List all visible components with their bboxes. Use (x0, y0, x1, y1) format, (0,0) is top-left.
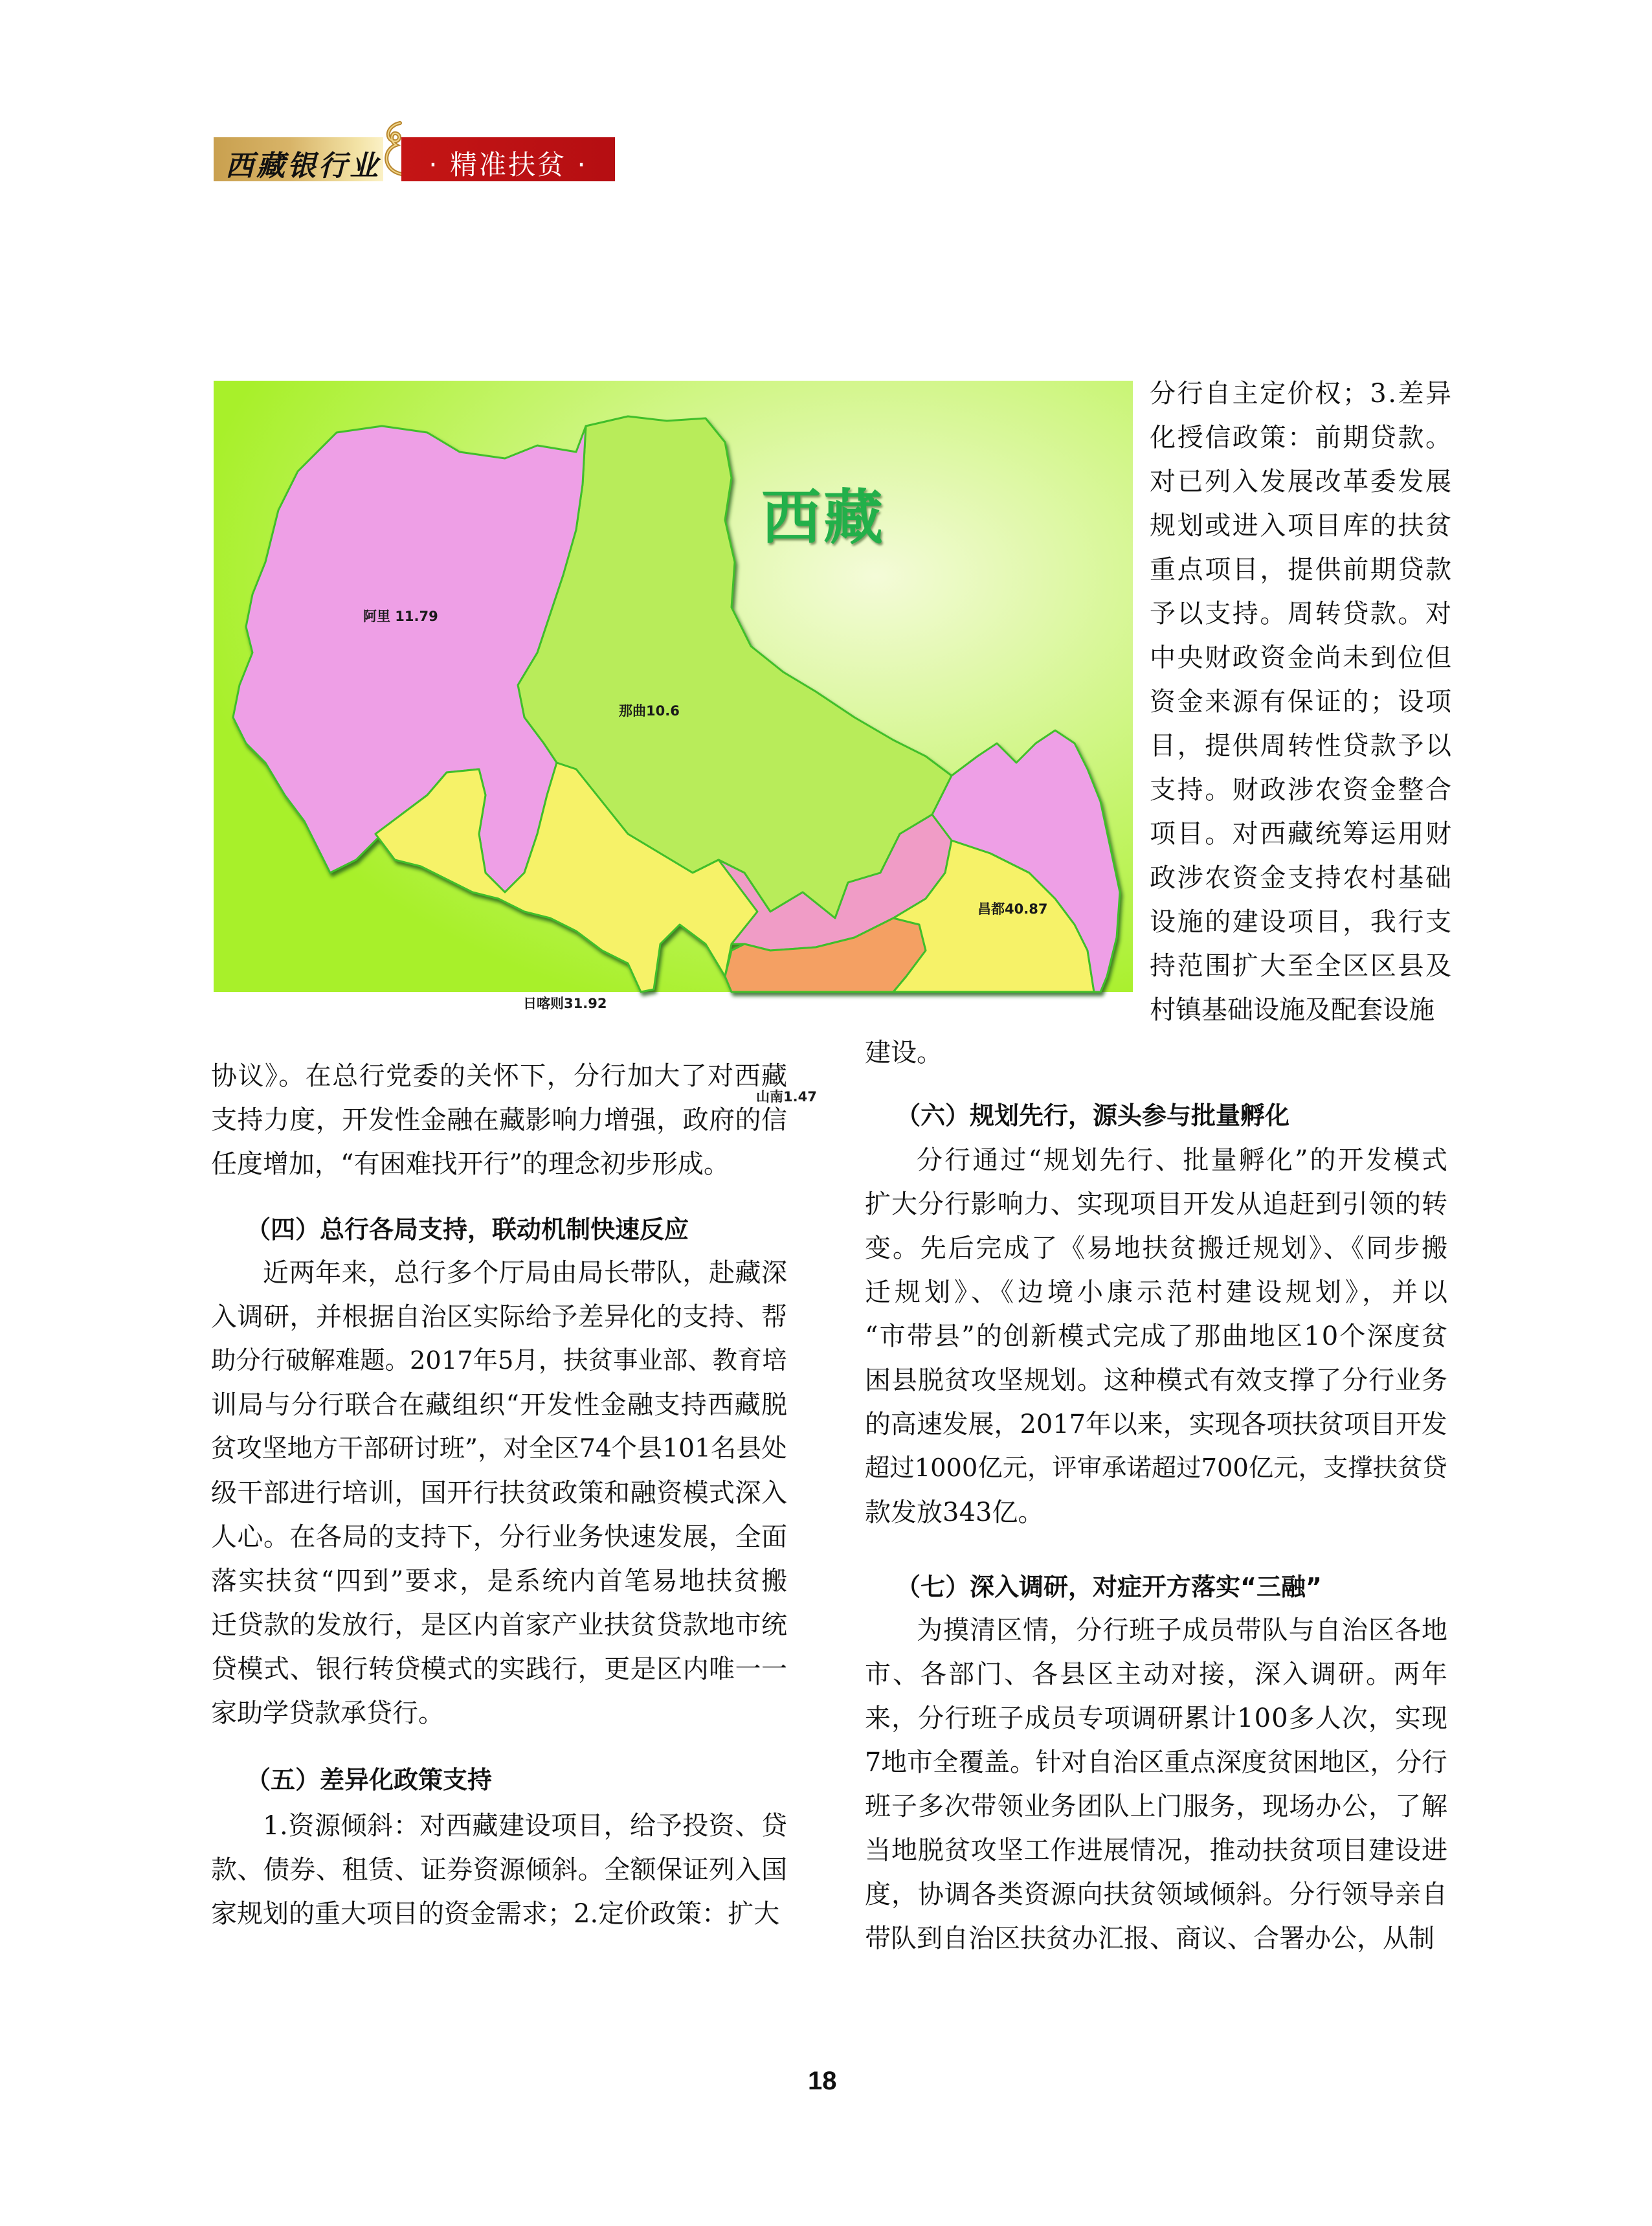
left-para-1 (211, 1054, 788, 1186)
text-line: 贷模式、银行转贷模式的实践行，更是区内唯一一 (211, 1654, 788, 1684)
publication-title: 西藏银行业 (225, 150, 381, 183)
text-line: 重点项目，提供前期贷款 (1150, 555, 1453, 585)
text-line: 持范围扩大至全区区县及 (1150, 951, 1453, 981)
section-heading-4: （四）总行各局支持，联动机制快速反应 (246, 1215, 689, 1244)
map-title: 西藏 (761, 483, 886, 552)
text-line: 市、各部门、各县区主动对接，深入调研。两年 (865, 1659, 1449, 1689)
text-line: 化授信政策：前期贷款。 (1150, 423, 1453, 453)
text-line: 项目。对西藏统筹运用财 (1150, 819, 1453, 849)
text-line: 当地脱贫攻坚工作进展情况，推动扶贫项目建设进 (865, 1836, 1448, 1865)
section-heading-6: （六）规划先行，源头参与批量孵化 (896, 1101, 1290, 1130)
right-tail (865, 1031, 943, 1075)
text-line: 资金来源有保证的；设项 (1150, 687, 1453, 717)
left-para-2 (211, 1251, 788, 1735)
text-line: 训局与分行联合在藏组织“开发性金融支持西藏脱 (211, 1390, 788, 1420)
text-line: 变。先后完成了《易地扶贫搬迁规划》、《同步搬 (865, 1233, 1449, 1263)
text-line: 建设。 (865, 1038, 943, 1068)
text-line: 家助学贷款承贷行。 (211, 1698, 444, 1728)
text-line: 1.资源倾斜：对西藏建设项目，给予投资、贷 (263, 1811, 788, 1841)
text-line: 对已列入发展改革委发展 (1150, 467, 1453, 497)
text-line: 入调研，并根据自治区实际给予差异化的支持、帮 (211, 1302, 788, 1332)
text-line: 超过1000亿元，评审承诺超过700亿元，支撑扶贫贷 (865, 1454, 1447, 1483)
text-line: 政涉农资金支持农村基础 (1150, 863, 1453, 893)
text-line: 班子多次带领业务团队上门服务，现场办公，了解 (865, 1792, 1448, 1821)
text-line: 协议》。在总行党委的关怀下，分行加大了对西藏 (211, 1061, 788, 1091)
text-line: 带队到自治区扶贫办汇报、商议、合署办公，从制 (865, 1924, 1434, 1953)
text-line: 迁贷款的发放行，是区内首家产业扶贫贷款地市统 (211, 1610, 788, 1640)
left-para-3 (211, 1804, 788, 1936)
text-line: 设施的建设项目，我行支 (1150, 907, 1453, 937)
text-line: 支持力度，开发性金融在藏影响力增强，政府的信 (211, 1105, 788, 1135)
section-heading-5: （五）差异化政策支持 (246, 1766, 493, 1794)
region-label-ngari: 阿里 11.79 (363, 609, 438, 624)
publication-banner (214, 137, 383, 181)
text-line: 款、债券、租赁、证券资源倾斜。全额保证列入国 (211, 1855, 788, 1885)
text-line: 度，协调各类资源向扶贫领域倾斜。分行领导亲自 (865, 1880, 1448, 1909)
text-line: 扩大分行影响力、实现项目开发从追赶到引领的转 (865, 1189, 1448, 1219)
text-line: 近两年来，总行多个厅局由局长带队，赴藏深 (263, 1258, 788, 1288)
text-line: 来，分行班子成员专项调研累计100多人次，实现 (865, 1703, 1449, 1733)
text-line: 家规划的重大项目的资金需求；2.定价政策：扩大 (211, 1899, 780, 1929)
region-label-chamdo: 昌都40.87 (977, 901, 1048, 917)
text-line: 款发放343亿。 (865, 1498, 1044, 1527)
text-line: 目，提供周转性贷款予以 (1150, 731, 1453, 761)
right-top-column (1150, 372, 1453, 1032)
section-title: · 精准扶贫 · (429, 149, 588, 181)
text-line: 规划或进入项目库的扶贫 (1150, 511, 1453, 541)
section-banner (401, 137, 615, 181)
right-para-6 (865, 1138, 1451, 1535)
right-para-7 (865, 1608, 1449, 1961)
text-line: 助分行破解难题。2017年5月，扶贫事业部、教育培 (211, 1346, 787, 1375)
text-line: 7地市全覆盖。针对自治区重点深度贫困地区，分行 (865, 1748, 1447, 1777)
text-line: 分行通过“规划先行、批量孵化”的开发模式 (917, 1145, 1450, 1175)
region-label-shannan: 山南1.47 (756, 1089, 817, 1105)
text-line: 人心。在各局的支持下，分行业务快速发展，全面 (211, 1522, 788, 1552)
text-line: 困县脱贫攻坚规划。这种模式有效支撑了分行业务 (865, 1366, 1448, 1395)
text-line: 支持。财政涉农资金整合 (1150, 775, 1453, 805)
text-line: 级干部进行培训，国开行扶贫政策和融资模式深入 (211, 1478, 788, 1508)
section-heading-7: （七）深入调研，对症开方落实“三融” (896, 1573, 1322, 1601)
text-line: 的高速发展，2017年以来，实现各项扶贫项目开发 (865, 1410, 1447, 1439)
text-line: 任度增加，“有困难找开行”的理念初步形成。 (211, 1149, 730, 1179)
text-line: 贫攻坚地方干部研讨班”，对全区74个县101名县处 (211, 1434, 787, 1463)
text-line: 村镇基础设施及配套设施 (1150, 995, 1434, 1025)
text-line: 迁规划》、《边境小康示范村建设规划》，并以 (865, 1277, 1451, 1307)
region-label-nagqu: 那曲10.6 (619, 703, 680, 719)
text-line: “市带县”的创新模式完成了那曲地区10个深度贫 (865, 1321, 1449, 1351)
text-line: 分行自主定价权；3.差异 (1150, 379, 1453, 409)
text-line: 予以支持。周转贷款。对 (1150, 599, 1453, 629)
page-number: 18 (808, 2067, 837, 2095)
text-line: 为摸清区情，分行班子成员带队与自治区各地 (917, 1615, 1449, 1645)
text-line: 中央财政资金尚未到位但 (1150, 643, 1453, 673)
text-line: 落实扶贫“四到”要求，是系统内首笔易地扶贫搬 (211, 1566, 789, 1596)
region-label-shigatse: 日喀则31.92 (523, 996, 607, 1011)
header-banner (214, 137, 615, 181)
